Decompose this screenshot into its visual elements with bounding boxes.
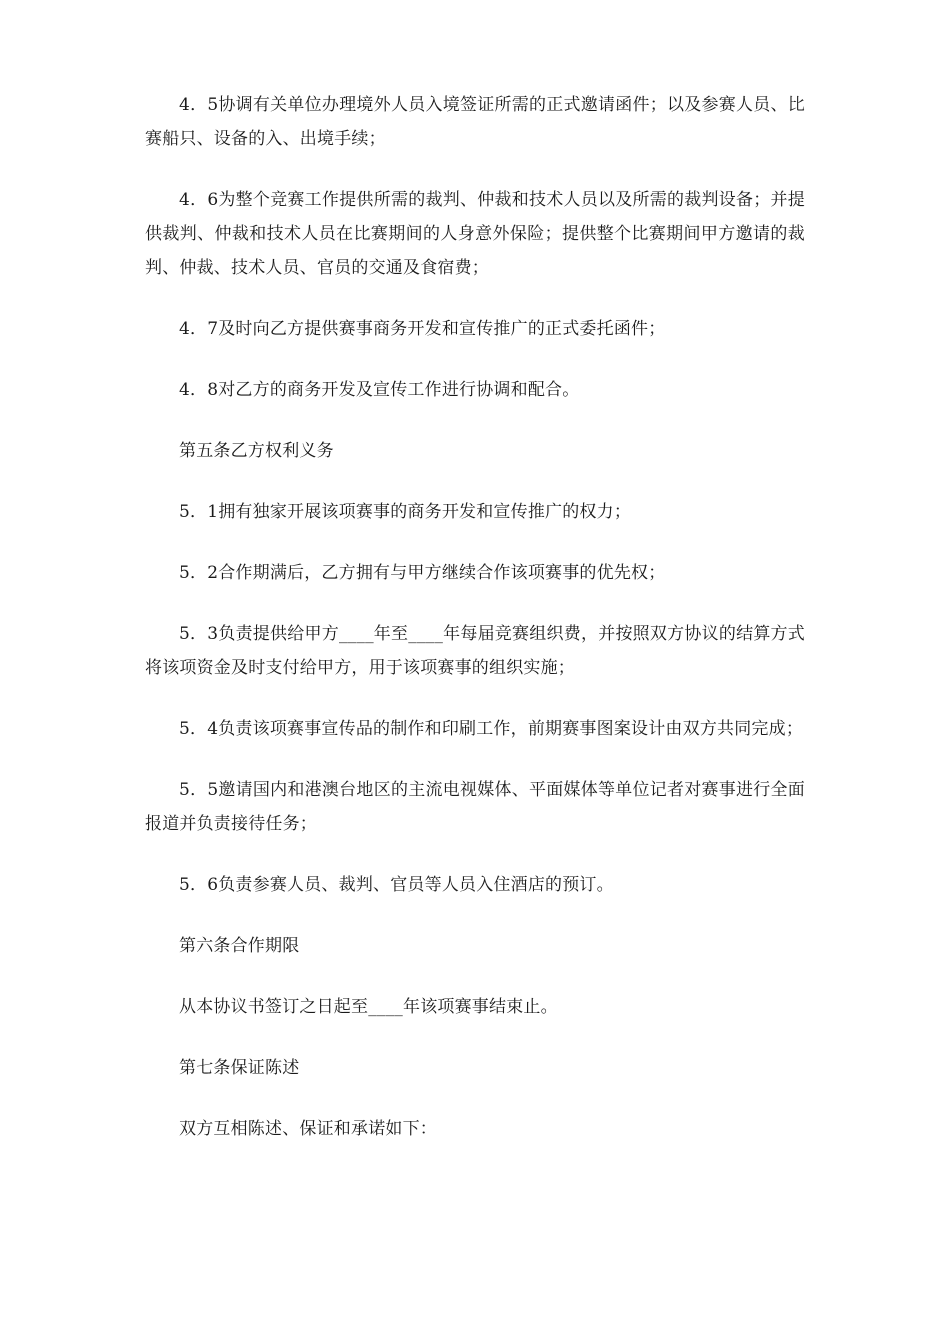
clause-4-6: 4．6为整个竞赛工作提供所需的裁判、仲裁和技术人员以及所需的裁判设备；并提供裁判、仲裁和技术人员在比赛期间的人身意外保险；提供整个比赛期间甲方邀请的裁判、仲裁、技术人员、官员的交通及食宿费； bbox=[145, 190, 805, 278]
clause-5-4: 5．4负责该项赛事宣传品的制作和印刷工作，前期赛事图案设计由双方共同完成； bbox=[179, 719, 804, 739]
clause-5-6: 5．6负责参赛人员、裁判、官员等人员入住酒店的预订。 bbox=[179, 875, 614, 895]
clause-4-5: 4．5协调有关单位办理境外人员入境签证所需的正式邀请函件；以及参赛人员、比赛船只、设备的入、出境手续； bbox=[145, 95, 805, 149]
clause-5-1: 5．1拥有独家开展该项赛事的商务开发和宣传推广的权力； bbox=[179, 502, 632, 522]
article-5-heading: 第五条乙方权利义务 bbox=[179, 441, 334, 461]
clause-5-3: 5．3负责提供给甲方____年至____年每届竞赛组织费，并按照双方协议的结算方式将该项资金及时支付给甲方，用于该项赛事的组织实施； bbox=[145, 624, 805, 678]
clause-4-7: 4．7及时向乙方提供赛事商务开发和宣传推广的正式委托函件； bbox=[179, 319, 666, 339]
document-body bbox=[145, 88, 805, 1173]
article-7-heading: 第七条保证陈述 bbox=[179, 1058, 300, 1078]
cooperation-term-text: 从本协议书签订之日起至____年该项赛事结束止。 bbox=[179, 997, 558, 1017]
clause-5-2: 5．2合作期满后，乙方拥有与甲方继续合作该项赛事的优先权； bbox=[179, 563, 666, 583]
clause-4-8: 4．8对乙方的商务开发及宣传工作进行协调和配合。 bbox=[179, 380, 580, 400]
article-6-heading: 第六条合作期限 bbox=[179, 936, 300, 956]
clause-5-5: 5．5邀请国内和港澳台地区的主流电视媒体、平面媒体等单位记者对赛事进行全面报道并负责接待任务； bbox=[145, 780, 805, 834]
representations-intro: 双方互相陈述、保证和承诺如下： bbox=[179, 1119, 437, 1139]
